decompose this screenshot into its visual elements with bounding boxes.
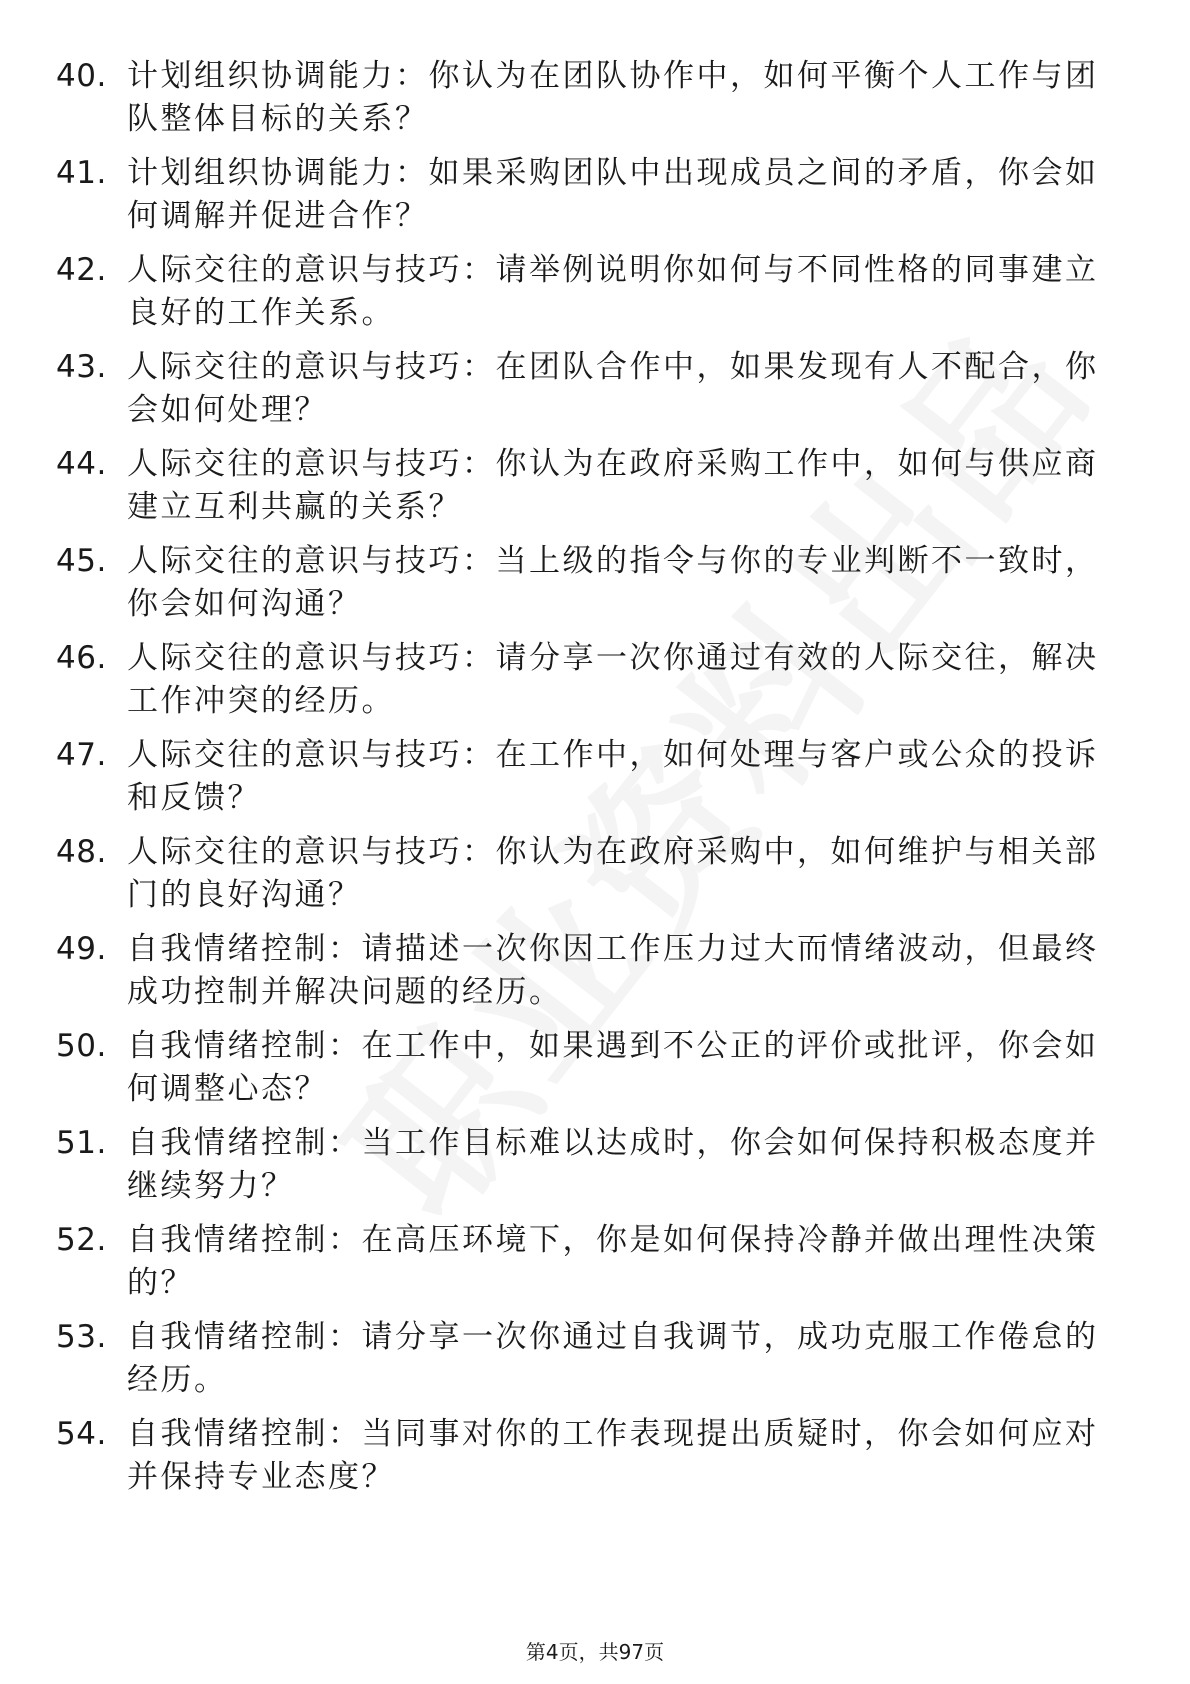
question-text: 自我情绪控制：当工作目标难以达成时，你会如何保持积极态度并继续努力？ <box>127 1125 1099 1204</box>
question-item <box>56 928 1116 1025</box>
question-text: 人际交往的意识与技巧：你认为在政府采购工作中，如何与供应商建立互利共赢的关系？ <box>127 446 1099 525</box>
question-item <box>56 831 1116 928</box>
question-number: 54. <box>56 1416 107 1452</box>
question-text: 人际交往的意识与技巧：请举例说明你如何与不同性格的同事建立良好的工作关系。 <box>127 252 1099 331</box>
question-number: 51. <box>56 1125 107 1161</box>
question-number: 48. <box>56 834 107 870</box>
question-text: 人际交往的意识与技巧：在团队合作中，如果发现有人不配合，你会如何处理？ <box>127 349 1099 428</box>
question-text: 人际交往的意识与技巧：你认为在政府采购中，如何维护与相关部门的良好沟通？ <box>127 834 1099 913</box>
question-number: 47. <box>56 737 107 773</box>
question-number: 44. <box>56 446 107 482</box>
question-item <box>56 1219 1116 1316</box>
question-text: 自我情绪控制：当同事对你的工作表现提出质疑时，你会如何应对并保持专业态度？ <box>127 1416 1099 1495</box>
question-number: 53. <box>56 1319 107 1355</box>
question-text: 自我情绪控制：请描述一次你因工作压力过大而情绪波动，但最终成功控制并解决问题的经历。 <box>127 931 1099 1010</box>
question-number: 45. <box>56 543 107 579</box>
page-footer: 第4页，共97页 <box>525 1640 665 1664</box>
question-item <box>56 1316 1116 1413</box>
question-text: 自我情绪控制：在高压环境下，你是如何保持冷静并做出理性决策的？ <box>127 1222 1099 1301</box>
question-number: 50. <box>56 1028 107 1064</box>
question-text: 计划组织协调能力：如果采购团队中出现成员之间的矛盾，你会如何调解并促进合作？ <box>127 155 1099 234</box>
question-item <box>56 637 1116 734</box>
question-item <box>56 443 1116 540</box>
question-text: 计划组织协调能力：你认为在团队协作中，如何平衡个人工作与团队整体目标的关系？ <box>127 58 1099 137</box>
question-text: 人际交往的意识与技巧：请分享一次你通过有效的人际交往，解决工作冲突的经历。 <box>127 640 1099 719</box>
question-item <box>56 55 1116 152</box>
question-item <box>56 346 1116 443</box>
question-number: 46. <box>56 640 107 676</box>
question-number: 43. <box>56 349 107 385</box>
question-item <box>56 152 1116 249</box>
question-item <box>56 249 1116 346</box>
question-text: 自我情绪控制：请分享一次你通过自我调节，成功克服工作倦怠的经历。 <box>127 1319 1099 1398</box>
question-text: 人际交往的意识与技巧：在工作中，如何处理与客户或公众的投诉和反馈？ <box>127 737 1099 816</box>
question-item <box>56 734 1116 831</box>
question-number: 41. <box>56 155 107 191</box>
question-number: 52. <box>56 1222 107 1258</box>
question-list <box>56 55 1116 1510</box>
question-number: 40. <box>56 58 107 94</box>
question-item <box>56 1413 1116 1510</box>
question-item <box>56 540 1116 637</box>
question-item <box>56 1025 1116 1122</box>
question-text: 自我情绪控制：在工作中，如果遇到不公正的评价或批评，你会如何调整心态？ <box>127 1028 1099 1107</box>
question-item <box>56 1122 1116 1219</box>
question-number: 49. <box>56 931 107 967</box>
question-number: 42. <box>56 252 107 288</box>
question-text: 人际交往的意识与技巧：当上级的指令与你的专业判断不一致时，你会如何沟通？ <box>127 543 1099 622</box>
